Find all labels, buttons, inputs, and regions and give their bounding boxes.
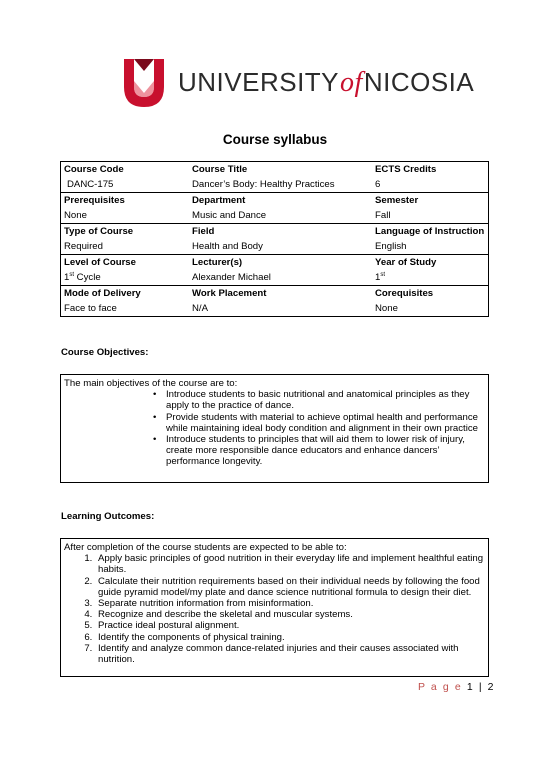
course-objectives-heading: Course Objectives: [61,347,149,358]
objectives-list [61,389,488,467]
year-of-study-value: 1st [375,271,386,283]
table-header-row [61,162,489,178]
table-value-row [61,239,489,255]
header-cell: Course Code [64,164,124,175]
semester-value: Fall [375,210,391,221]
header-cell: Prerequisites [61,193,190,209]
course-objectives-box [60,374,489,483]
table-header-row [61,286,489,302]
table-value-row [61,301,489,317]
header-cell: Course Title [192,164,248,175]
objectives-intro: The main objectives of the course are to: [64,378,238,389]
header-cell: Field [189,224,372,240]
outcomes-intro: After completion of the course students are expected to be able to: [64,542,347,553]
current-page: 1 [466,681,475,693]
header-cell: Mode of Delivery [61,286,190,302]
table-value-row [61,177,489,193]
header-cell: Level of Course [61,255,190,271]
document-title: Course syllabus [222,132,328,147]
list-item: 1. Apply basic principles of good nutrition in their everyday life and implement healthful eating habits. [95,553,484,575]
list-item: 2. Calculate their nutrition requirements based on their individual needs by following the food guide pyramid model/my plate and dance science nutritional formula to design their diet. [95,576,484,598]
header-cell: Language of Instruction [372,224,489,240]
university-wordmark: UNIVERSITYofNICOSIA [178,67,475,98]
header-cell: Department [189,193,372,209]
table-value-row [61,208,489,224]
header-cell: Lecturer(s) [189,255,372,271]
course-code-value: DANC-175 [67,179,114,190]
list-item: 6. Identify the components of physical training. [95,632,484,643]
course-title-value: Dancer’s Body: Healthy Practices [192,179,335,190]
table-header-row [61,193,489,209]
learning-outcomes-heading: Learning Outcomes: [61,511,155,522]
lecturer-value: Alexander Michael [192,272,271,283]
table-header-row [61,224,489,240]
list-item: • Introduce students to basic nutritional and anatomical principles as they apply to the practice of dance. [166,389,488,411]
header-cell: Work Placement [189,286,372,302]
work-placement-value: N/A [192,303,208,314]
prerequisites-value: None [64,210,87,221]
ects-credits-value: 6 [375,179,381,190]
table-header-row [61,255,489,271]
department-value: Music and Dance [192,210,267,221]
learning-outcomes-box [60,538,489,677]
field-value: Health and Body [192,241,263,252]
corequisites-value: None [375,303,398,314]
list-item: 5. Practice ideal postural alignment. [95,620,484,631]
level-of-course-value: 1st Cycle [64,271,101,283]
list-item: 3. Separate nutrition information from misinformation. [95,598,484,609]
page-separator: | [478,681,484,693]
outcomes-list [61,553,488,665]
header-cell: Semester [372,193,489,209]
header-cell: Type of Course [61,224,190,240]
page-number-footer [418,681,495,693]
header-cell: Year of Study [372,255,489,271]
header-cell: ECTS Credits [375,164,437,175]
language-value: English [375,241,407,252]
course-info-table [60,161,489,317]
university-shield-icon [122,57,166,109]
list-item: • Introduce students to principles that will aid them to lower risk of injury, create more responsible dance educators and enhance dancers’ performance longevity. [166,434,488,468]
type-of-course-value: Required [64,241,103,252]
total-pages: 2 [487,681,496,693]
header-cell: Corequisites [372,286,489,302]
list-item: 4. Recognize and describe the skeletal and muscular systems. [95,609,484,620]
university-logo [122,57,474,109]
list-item: • Provide students with material to achieve optimal health and performance while maintaining ideal body condition and alignment in their own practice [166,412,488,434]
table-value-row [61,270,489,286]
page-label: P a g e [418,681,463,693]
list-item: 7. Identify and analyze common dance-related injuries and their causes associated with nutrition. [95,643,484,665]
mode-of-delivery-value: Face to face [64,303,117,314]
